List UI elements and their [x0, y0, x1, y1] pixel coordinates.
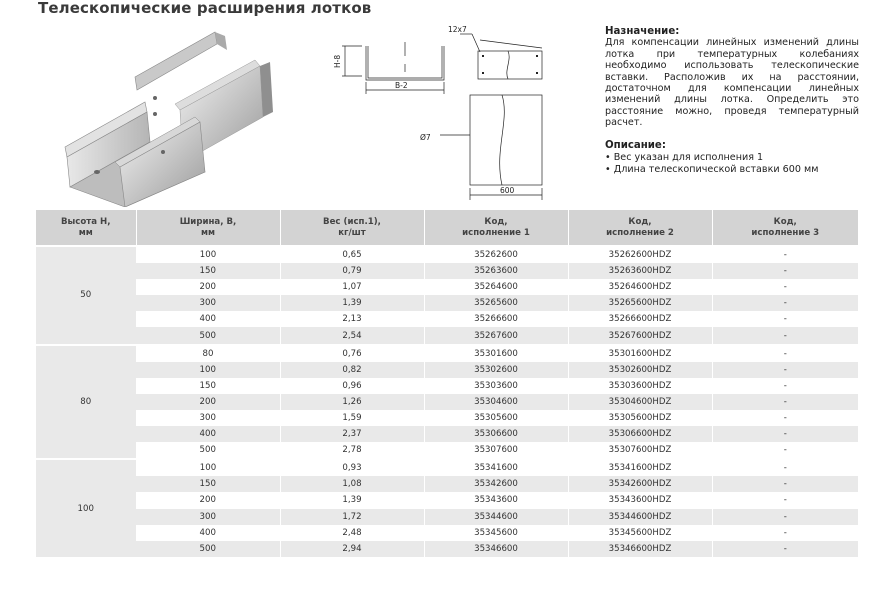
group-height-cell: 80 [36, 346, 136, 459]
table-row: 200 1,39 35343600 35343600HDZ - [36, 492, 858, 508]
table-row: 300 1,72 35344600 35344600HDZ - [36, 509, 858, 525]
table-header-row [36, 210, 858, 245]
label-b2: B-2 [395, 81, 408, 90]
table-row: 50 100 0,65 35262600 35262600HDZ - [36, 247, 858, 263]
table-row: 400 2,13 35266600 35266600HDZ - [36, 311, 858, 327]
label-slot: 12x7 [448, 25, 467, 34]
table-row: 100 0,82 35302600 35302600HDZ - [36, 362, 858, 378]
bullet-weight: • Вес указан для исполнения 1 [605, 152, 764, 164]
header-width: Ширина, B, мм [136, 210, 280, 245]
table-row: 500 2,54 35267600 35267600HDZ - [36, 327, 858, 343]
table-row: 200 1,07 35264600 35264600HDZ - [36, 279, 858, 295]
label-h8: H-8 [333, 54, 342, 68]
header-weight: Вес (исп.1), кг/шт [280, 210, 424, 245]
table-row: 150 1,08 35342600 35342600HDZ - [36, 476, 858, 492]
bullet-length: • Длина телескопической вставки 600 мм [605, 164, 819, 176]
table-row: 200 1,26 35304600 35304600HDZ - [36, 394, 858, 410]
table-row: 150 0,79 35263600 35263600HDZ - [36, 263, 858, 279]
header-code-2: Код, исполнение 2 [568, 210, 712, 245]
label-hole: Ø7 [420, 133, 431, 142]
table-row: 400 2,48 35345600 35345600HDZ - [36, 525, 858, 541]
table-row: 300 1,39 35265600 35265600HDZ - [36, 295, 858, 311]
table-row: 100 100 0,93 35341600 35341600HDZ - [36, 460, 858, 476]
page-title: Телескопические расширения лотков [38, 0, 372, 17]
table-row: 500 2,94 35346600 35346600HDZ - [36, 541, 858, 557]
group-height-cell: 50 [36, 247, 136, 344]
header-height: Высота H, мм [36, 210, 136, 245]
table-row: 80 80 0,76 35301600 35301600HDZ - [36, 346, 858, 362]
table-row: 150 0,96 35303600 35303600HDZ - [36, 378, 858, 394]
spec-table [36, 210, 858, 557]
label-length: 600 [500, 186, 515, 195]
description-heading: Описание: [605, 139, 666, 151]
tray-illustration [55, 22, 300, 207]
purpose-text: Для компенсации линейных изменений длины лотка при температурных колебаниях необходимо использовать телескопические вставки. Расположив их на расстоянии, достаточном для компенсации линейных изменений длины лотка. Определить это расстояние можно, проведя температурный расчет. [605, 37, 859, 129]
purpose-heading: Назначение: [605, 26, 680, 37]
table-row: 300 1,59 35305600 35305600HDZ - [36, 410, 858, 426]
top-view-drawing [420, 20, 560, 200]
table-row: 400 2,37 35306600 35306600HDZ - [36, 426, 858, 442]
description-block [605, 26, 859, 176]
header-code-3: Код, исполнение 3 [712, 210, 858, 245]
group-height-cell: 100 [36, 460, 136, 557]
header-code-1: Код, исполнение 1 [424, 210, 568, 245]
table-row: 500 2,78 35307600 35307600HDZ - [36, 442, 858, 458]
